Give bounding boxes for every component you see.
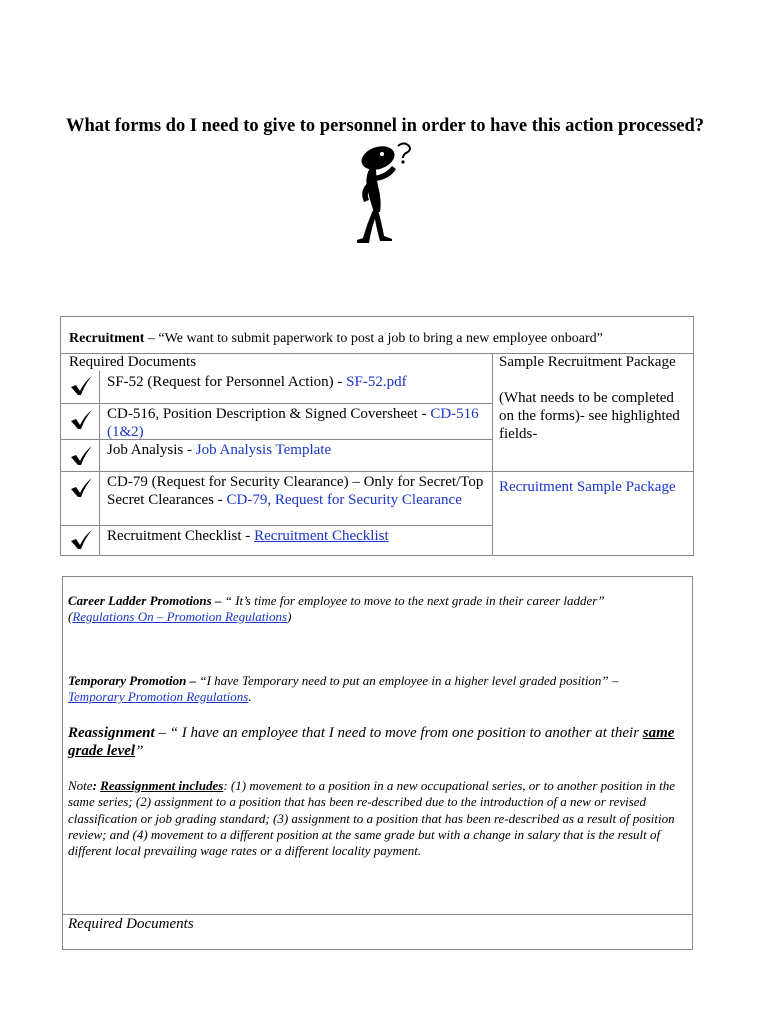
same-grade-level-emphasis: same grade level	[68, 725, 675, 759]
reassignment-includes-label: Reassignment includes	[100, 778, 224, 793]
reassignment-paragraph: Reassignment – “ I have an employee that I need to move from one position to another at their same grade level”	[68, 725, 675, 759]
thinking-person-icon	[340, 140, 422, 244]
promotions-required-documents-label: Required Documents	[68, 916, 194, 932]
job-analysis-template-link[interactable]: Job Analysis Template	[195, 442, 332, 458]
reassignment-heading: Reassignment	[68, 725, 155, 741]
temporary-promotion-regulations-link[interactable]: Temporary Promotion Regulations	[68, 689, 249, 704]
checkmark-icon	[69, 477, 93, 499]
promotions-section	[62, 576, 693, 950]
recruitment-table	[60, 316, 694, 556]
career-ladder-paragraph: Career Ladder Promotions – “ It’s time for employee to move to the next grade in their career ladder” (Regulations On – Promotion Regulations)	[68, 593, 605, 624]
document-item-cd79: CD-79 (Request for Security Clearance) – Only for Secret/Top Secret Clearances - CD-79, Request for Security Clearance	[107, 474, 484, 508]
checkmark-icon	[69, 375, 93, 397]
document-item-job-analysis: Job Analysis - Job Analysis Template	[107, 442, 332, 458]
recruitment-quote: “We want to submit paperwork to post a job to bring a new employee onboard”	[158, 331, 603, 346]
temporary-promotion-paragraph: Temporary Promotion – “I have Temporary need to put an employee in a higher level graded position” – Temporary Promotion Regulations.	[68, 673, 619, 704]
recruitment-heading: Recruitment	[69, 331, 145, 346]
document-item-sf52: SF-52 (Request for Personnel Action) - SF-52.pdf	[107, 374, 407, 390]
page-title: What forms do I need to give to personnel in order to have this action processed?	[65, 116, 705, 136]
promotion-regulations-link[interactable]: Regulations On – Promotion Regulations	[72, 609, 288, 624]
reassignment-note: Note: Reassignment includes: (1) movement to a position in a new occupational series, or to another position in the same series; (2) assignment to a position that has been re-described due to the introduction of a new or revised classification or job grading standard; (3) assignment to a position that has been re-described as a result of position review; and (4) movement to a different position at the same grade but with a change in salary that is the result of different local prevailing wage rates or a different locality payment.	[68, 778, 676, 859]
cd516-link[interactable]: CD-516 (1&2)	[107, 406, 479, 440]
recruitment-sample-package-link[interactable]: Recruitment Sample Package	[499, 479, 676, 495]
checkmark-icon	[69, 445, 93, 467]
recruitment-header: Recruitment – “We want to submit paperwork to post a job to bring a new employee onboard”	[69, 331, 603, 346]
required-documents-label: Required Documents	[69, 354, 197, 370]
cd79-link[interactable]: CD-79, Request for Security Clearance	[226, 492, 462, 508]
checkmark-icon	[69, 529, 93, 551]
recruitment-checklist-link[interactable]: Recruitment Checklist	[254, 528, 389, 544]
temporary-promotion-heading: Temporary Promotion –	[68, 673, 200, 688]
checkmark-icon	[69, 409, 93, 431]
sf52-link[interactable]: SF-52.pdf	[346, 374, 407, 390]
document-item-cd516: CD-516, Position Description & Signed Coversheet - CD-516 (1&2)	[107, 406, 479, 440]
sample-package-note: (What needs to be completed on the forms)- see highlighted fields-	[499, 390, 680, 442]
document-item-recruitment-checklist: Recruitment Checklist - Recruitment Checklist	[107, 528, 389, 544]
career-ladder-heading: Career Ladder Promotions –	[68, 593, 225, 608]
sample-package-label: Sample Recruitment Package	[499, 354, 676, 370]
